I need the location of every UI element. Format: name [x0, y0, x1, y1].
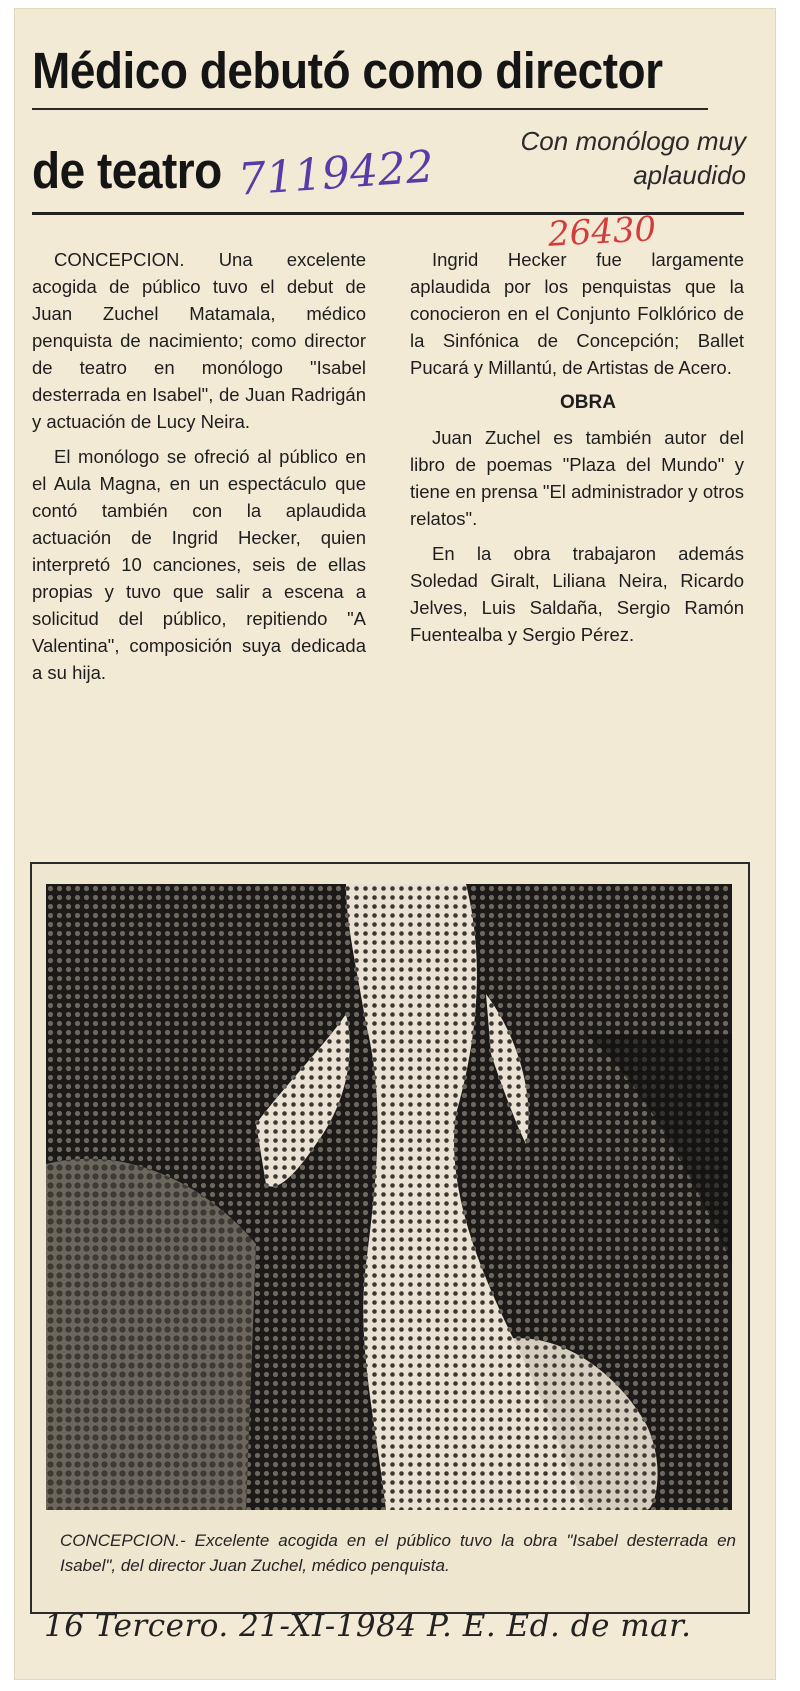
headline-line-1: Médico debutó como director — [32, 42, 663, 100]
halftone-photo-image — [46, 884, 732, 1510]
article-right-column — [410, 246, 744, 656]
article-left-column — [32, 246, 366, 694]
headline-rule — [32, 108, 708, 110]
handwritten-annotation-red: 26430 — [547, 209, 658, 255]
halftone-photo — [46, 884, 732, 1510]
article-paragraph: En la obra trabajaron además Soledad Giralt, Liliana Neira, Ricardo Jelves, Luis Saldaña, Sergio Ramón Fuentealba y Sergio Pérez. — [410, 543, 744, 645]
subheadline: Con monólogo muy aplaudido — [520, 126, 746, 190]
article-paragraph: Juan Zuchel es también autor del libro de poemas "Plaza del Mundo" y tiene en prensa "El administrador y otros relatos". — [410, 427, 744, 529]
article-paragraph: Ingrid Hecker fue largamente aplaudida por los penquistas que la conocieron en el Conjunto Folklórico de la Sinfónica de Concepción; Ballet Pucará y Millantú, de Artistas de Acero. — [410, 249, 744, 378]
handwritten-footer-note: 16 Tercero. 21-XI-1984 P. E. Ed. de mar. — [44, 1608, 692, 1644]
photo-caption: CONCEPCION.- Excelente acogida en el público tuvo la obra "Isabel desterrada en Isabel", del director Juan Zuchel, médico penquista. — [60, 1531, 736, 1575]
photo-frame — [30, 862, 750, 1614]
article-paragraph: El monólogo se ofreció al público en el Aula Magna, en un espectáculo que contó también con la aplaudida actuación de Ingrid Hecker, quien interpretó 10 canciones, seis de ellas propias y tuvo que salir a escena a solicitud del público, repitiendo "A Valentina", composición suya dedicada a su hija. — [32, 446, 366, 683]
section-heading: OBRA — [560, 392, 616, 413]
headline-line-2: de teatro — [32, 142, 222, 200]
article-paragraph: CONCEPCION. Una excelente acogida de público tuvo el debut de Juan Zuchel Matamala, médico penquista de nacimiento; como director de teatro en monólogo "Isabel desterrada en Isabel", de Juan Radrigán y actuación de Lucy Neira. — [32, 249, 366, 432]
handwritten-annotation-number: 7119422 — [236, 141, 436, 206]
